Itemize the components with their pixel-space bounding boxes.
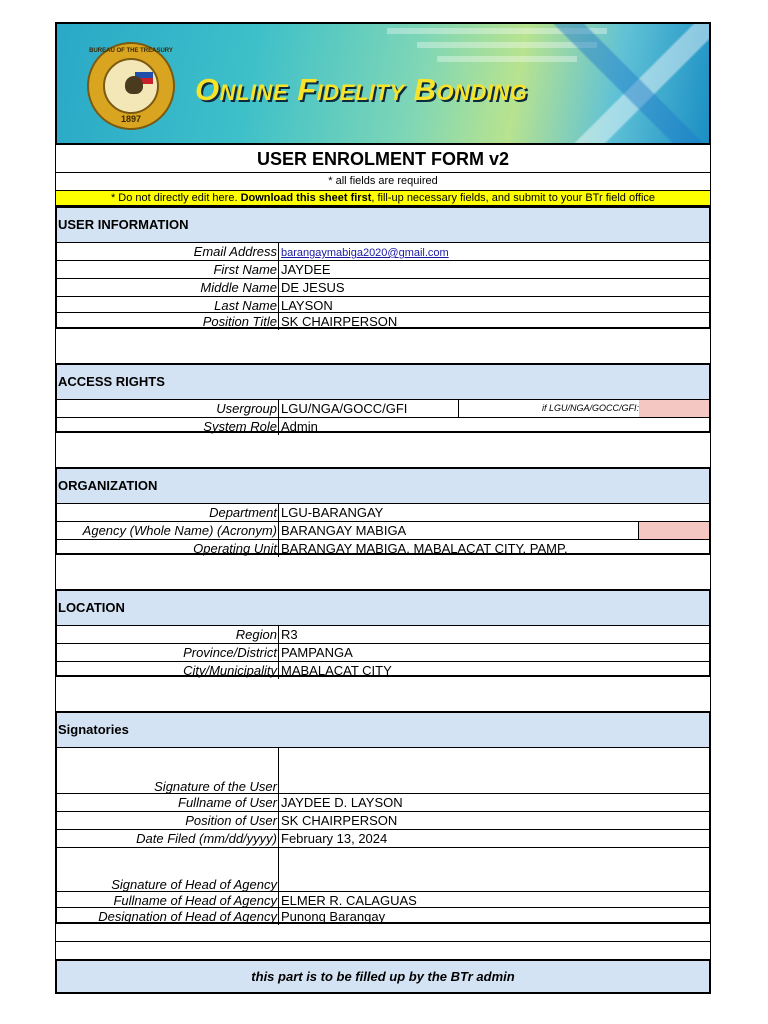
organization-section: ORGANIZATION Department LGU-BARANGAY Agency (Whole Name) (Acronym) BARANGAY MABIGA Operating Unit BARANGAY MABIGA, MABALACAT CITY, PAMP.	[55, 467, 711, 555]
if-lgu-field[interactable]	[639, 400, 709, 417]
section-header: ORGANIZATION	[57, 469, 709, 503]
banner	[55, 22, 711, 145]
usergroup-field[interactable]: LGU/NGA/GOCC/GFI	[280, 400, 459, 417]
user-position-field[interactable]: SK CHAIRPERSON	[281, 813, 398, 828]
access-rights-section: ACCESS RIGHTS Usergroup LGU/NGA/GOCC/GFI if LGU/NGA/GOCC/GFI: System Role Admin	[55, 363, 711, 433]
user-information-section: USER INFORMATION Email Address barangaymabiga2020@gmail.com First Name JAYDEE Middle Name DE JESUS Last Name LAYSON Position Title SK CHAIRPERSON	[55, 206, 711, 329]
agency-acronym-field[interactable]	[639, 522, 709, 539]
section-header: Signatories	[57, 713, 709, 747]
location-section: LOCATION Region R3 Province/District PAMPANGA City/Municipality MABALACAT CITY	[55, 589, 711, 677]
last-name-field[interactable]: LAYSON	[281, 298, 333, 313]
head-signature-field[interactable]	[280, 848, 709, 891]
user-fullname-field[interactable]: JAYDEE D. LAYSON	[281, 795, 403, 810]
form-title: USER ENROLMENT FORM v2	[55, 145, 711, 173]
user-signature-field[interactable]	[280, 748, 709, 793]
download-notice: * Do not directly edit here. Download this sheet first, fill-up necessary fields, and submit to your BTr field office	[55, 190, 711, 206]
agency-field[interactable]: BARANGAY MABIGA	[280, 522, 639, 539]
head-designation-field[interactable]: Punong Barangay	[281, 909, 386, 924]
section-header: LOCATION	[57, 591, 709, 625]
province-field[interactable]: PAMPANGA	[281, 645, 353, 660]
section-header: ACCESS RIGHTS	[57, 365, 709, 399]
section-header: USER INFORMATION	[57, 208, 709, 242]
region-field[interactable]: R3	[281, 627, 298, 642]
head-fullname-field[interactable]: ELMER R. CALAGUAS	[281, 893, 417, 908]
first-name-field[interactable]: JAYDEE	[281, 262, 331, 277]
if-lgu-label: if LGU/NGA/GOCC/GFI:	[541, 403, 639, 413]
date-filed-field[interactable]: February 13, 2024	[281, 831, 388, 846]
banner-title: Online Fidelity Bonding	[195, 72, 528, 107]
enrolment-sheet	[55, 22, 711, 994]
middle-name-field[interactable]: DE JESUS	[281, 280, 345, 295]
system-role-field[interactable]: Admin	[281, 419, 318, 434]
signatories-section: Signatories Signature of the User Fullname of User JAYDEE D. LAYSON Position of User SK CHAIRPERSON Date Filed (mm/dd/yyyy) February 13, 2024 Signature of Head of Agency Fullname of Head of Agency ELMER R. CALAGUAS Designation of Head of Agency Punong Barangay	[55, 711, 711, 924]
operating-unit-field[interactable]: BARANGAY MABIGA, MABALACAT CITY, PAMP.	[281, 541, 568, 556]
admin-section	[55, 959, 711, 994]
email-link[interactable]: barangaymabiga2020@gmail.com	[281, 247, 449, 259]
required-note: * all fields are required	[55, 173, 711, 190]
city-field[interactable]: MABALACAT CITY	[281, 663, 392, 678]
admin-note: this part is to be filled up by the BTr admin	[251, 969, 515, 984]
email-field[interactable]	[280, 243, 709, 260]
department-field[interactable]: LGU-BARANGAY	[281, 505, 384, 520]
position-title-field[interactable]: SK CHAIRPERSON	[281, 314, 398, 329]
treasury-seal-logo: BUREAU OF THE TREASURY 1897	[87, 42, 175, 130]
